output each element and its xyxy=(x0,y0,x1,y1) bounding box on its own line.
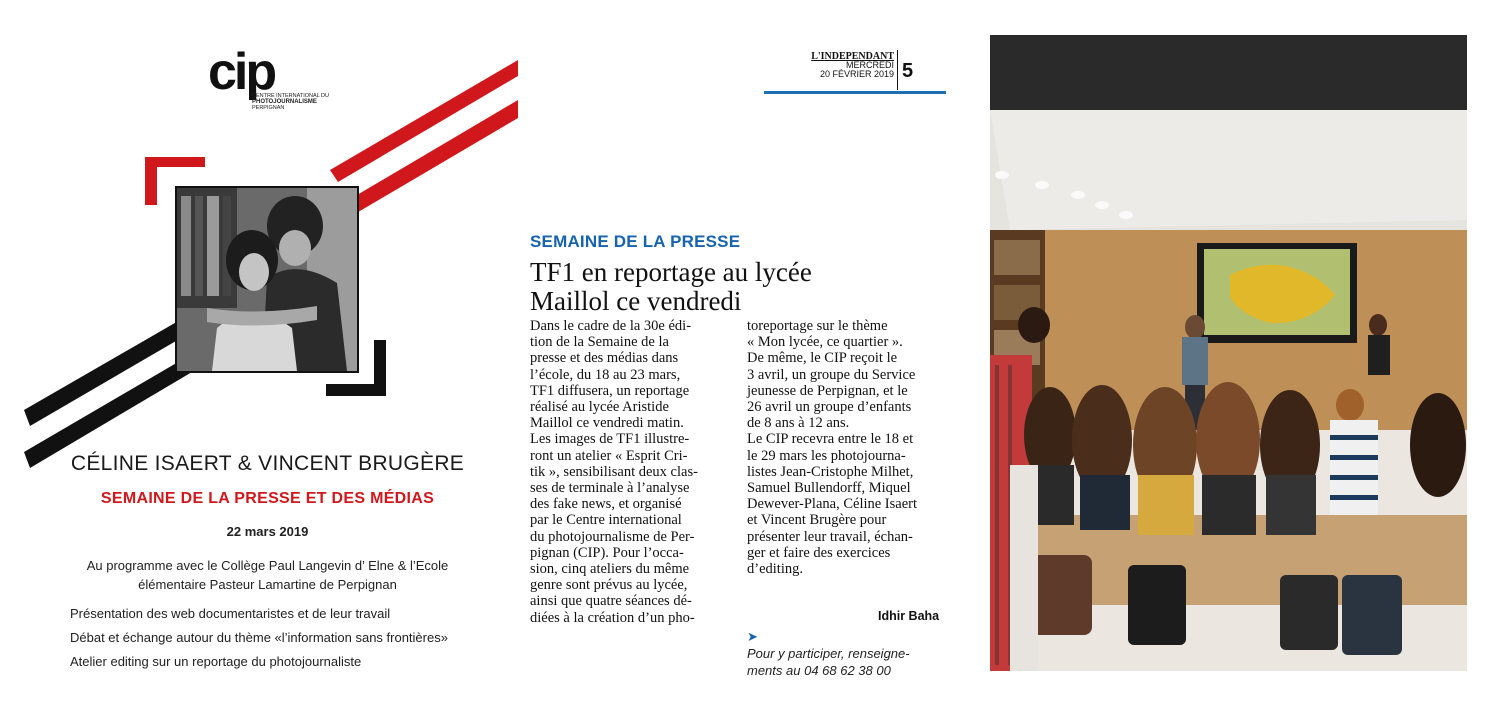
article-line: des fake news, et organisé xyxy=(530,496,682,513)
article-line: présenter leur travail, échan- xyxy=(747,528,913,545)
article-headline xyxy=(530,258,930,316)
article-line: presse et des médias dans xyxy=(530,350,679,367)
classroom-photo xyxy=(990,35,1467,671)
cip-logo-subtitle xyxy=(252,93,329,111)
article-info-note xyxy=(747,628,910,679)
event-date: 22 mars 2019 xyxy=(226,524,309,539)
article-line: Le CIP recevra entre le 18 et xyxy=(747,431,914,448)
program-description xyxy=(0,556,535,594)
article-line: du photojournalisme de Per- xyxy=(530,528,695,545)
article-line: sion, cinq ateliers du même xyxy=(530,561,690,578)
article-line: diées à la création d’un pho- xyxy=(530,609,695,626)
article-line: tik », sensibilisant deux clas- xyxy=(530,463,698,480)
article-line: 3 avril, un groupe du Service xyxy=(747,366,916,383)
cip-logo xyxy=(208,44,338,114)
event-title: SEMAINE DE LA PRESSE ET DES MÉDIAS xyxy=(100,490,435,507)
article-kicker: SEMAINE DE LA PRESSE xyxy=(530,232,741,251)
artist-names: CÉLINE ISAERT & VINCENT BRUGÈRE xyxy=(70,452,465,475)
masthead-divider xyxy=(897,50,898,90)
cip-sub-line: PHOTOJOURNALISME xyxy=(252,99,317,105)
masthead-rule xyxy=(764,91,946,94)
cip-sub-line: PERPIGNAN xyxy=(252,105,285,111)
article-line: Samuel Bullendorff, Miquel xyxy=(747,480,911,497)
newspaper-name: L'INDEPENDANT xyxy=(811,51,894,62)
portrait-image xyxy=(177,188,357,371)
article-line: l’école, du 18 au 23 mars, xyxy=(530,366,681,383)
activity-list xyxy=(70,602,448,674)
article-line: ainsi que quatre séances dé- xyxy=(530,593,692,610)
article-line: Maillol ce vendredi matin. xyxy=(530,415,684,432)
article-line: De même, le CIP reçoit le xyxy=(747,350,898,367)
program-line: Au programme avec le Collège Paul Langevin d’ Elne & l’Ecole xyxy=(86,558,449,573)
article-line: ger et faire des exercices xyxy=(747,544,891,561)
info-line: ments au 04 68 62 38 00 xyxy=(747,663,891,678)
info-text: Pour y participer, renseigne- xyxy=(747,646,910,661)
program-line: élémentaire Pasteur Lamartine de Perpignan xyxy=(138,577,397,592)
article-line: Dewever-Plana, Céline Isaert xyxy=(747,496,918,513)
activity-item: Débat et échange autour du thème «l’information sans frontières» xyxy=(70,630,448,645)
article-line: Les images de TF1 illustre- xyxy=(530,431,690,448)
article-line: le 29 mars les photojourna- xyxy=(747,447,906,464)
cip-logo-mark: cip xyxy=(208,43,275,101)
article-line: ront un atelier « Esprit Cri- xyxy=(530,447,688,464)
article-line: TF1 diffusera, un reportage xyxy=(530,382,690,399)
article-line: toreportage sur le thème xyxy=(747,318,888,334)
activity-item: Présentation des web documentaristes et de leur travail xyxy=(70,606,391,621)
article-line: réalisé au lycée Aristide xyxy=(530,399,669,416)
newspaper-day: MERCREDI xyxy=(845,60,894,70)
article-line: pignan (CIP). Pour l’occa- xyxy=(530,544,684,561)
article-line: et Vincent Brugère pour xyxy=(747,512,887,529)
article-line: ses de terminale à l’analyse xyxy=(530,480,690,497)
newspaper-masthead xyxy=(788,52,894,79)
article-byline: Idhir Baha xyxy=(878,609,940,623)
article-line: jeunesse de Perpignan, et le xyxy=(747,382,908,399)
article-line: listes Jean-Cristophe Milhet, xyxy=(747,463,914,480)
article-line: d’editing. xyxy=(747,561,803,578)
article-line: Dans le cadre de la 30e édi- xyxy=(530,318,692,334)
headline-line: Maillol ce vendredi xyxy=(530,286,742,316)
portrait-photo xyxy=(175,186,359,373)
article-line: « Mon lycée, ce quartier ». xyxy=(747,334,903,351)
cip-sub-line: CENTRE INTERNATIONAL DU xyxy=(252,93,330,99)
headline-line: TF1 en reportage au lycée xyxy=(530,257,812,287)
article-line: par le Centre international xyxy=(530,512,682,529)
classroom-image xyxy=(990,35,1467,671)
article-column-2 xyxy=(747,318,947,577)
article-column-1 xyxy=(530,318,735,626)
info-line xyxy=(747,628,910,662)
arrow-icon: ➤ xyxy=(747,629,758,644)
activity-item: Atelier editing sur un reportage du photojournaliste xyxy=(70,654,362,669)
article-line: de 8 ans à 12 ans. xyxy=(747,415,850,432)
article-line: genre sont prévus au lycée, xyxy=(530,577,688,594)
page-number: 5 xyxy=(902,60,914,82)
article-line: tion de la Semaine de la xyxy=(530,334,669,351)
newspaper-date: 20 FÉVRIER 2019 xyxy=(819,69,894,79)
newspaper-clipping xyxy=(520,0,960,712)
article-line: 26 avril un groupe d’enfants xyxy=(747,399,912,416)
event-poster xyxy=(0,0,530,712)
